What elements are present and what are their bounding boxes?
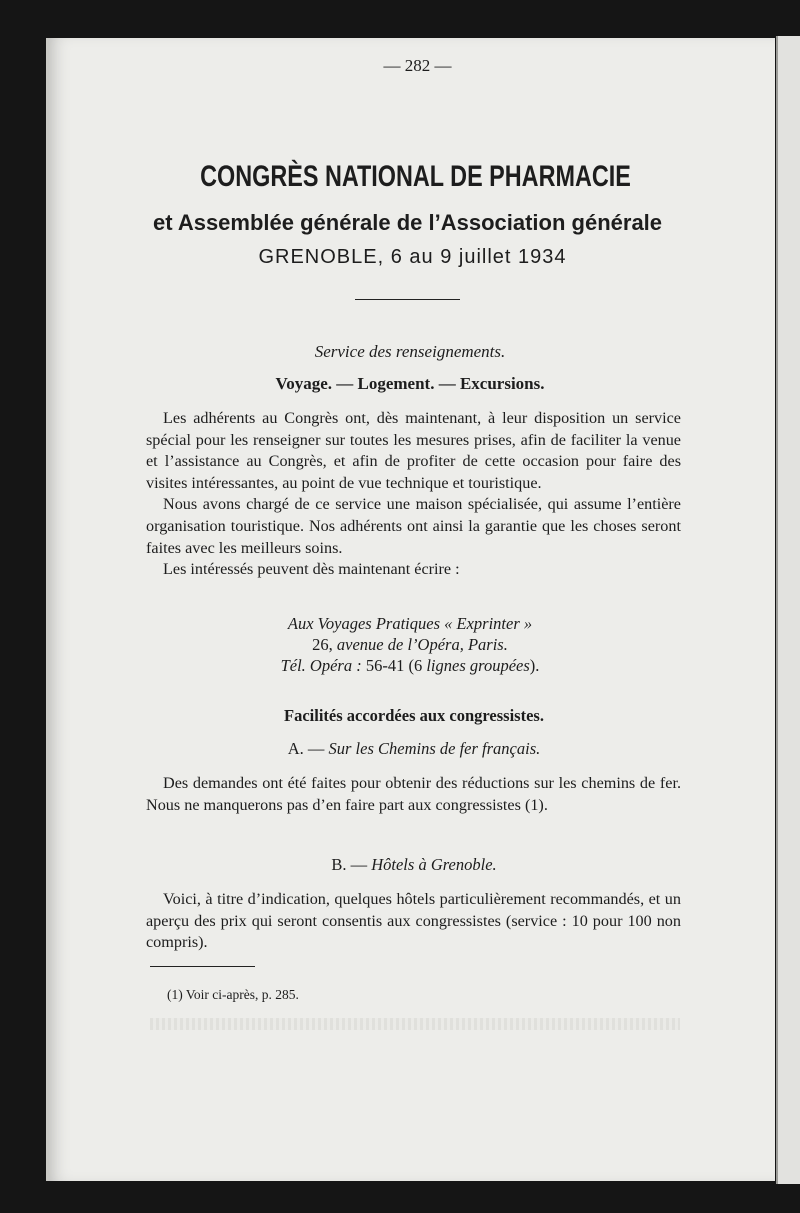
section-bold-heading: Voyage. — Logement. — Excursions.: [275, 374, 545, 393]
paragraph: Voici, à titre d’indication, quelques hôtels particulièrement recommandés, et un aperçu des prix qui seront consentis aux congressistes (service : 10 pour 100 non compris).: [146, 890, 681, 952]
paragraph: Les intéressés peuvent dès maintenant écrire :: [163, 560, 460, 579]
paragraph: Des demandes ont été faites pour obtenir des réductions sur les chemins de fer. Nous ne manquerons pas d’en faire part aux congressistes (1).: [146, 774, 681, 814]
print-bleed-through: [150, 1018, 680, 1030]
subsection-a-title: Sur les Chemins de fer français.: [328, 739, 541, 758]
intro-paragraphs: [146, 408, 681, 581]
subsection-a-heading: [0, 739, 800, 759]
place-date: GRENOBLE, 6 au 9 juillet 1934: [258, 246, 567, 268]
subsection-a-text: [146, 773, 681, 816]
subsection-a-prefix: A. —: [287, 739, 329, 758]
section-italic-heading: Service des renseignements.: [314, 342, 506, 361]
footnote: (1) Voir ci-après, p. 285.: [167, 987, 299, 1002]
phone-close: ).: [529, 656, 540, 675]
subsection-b-text: [146, 889, 681, 954]
congress-title: CONGRÈS NATIONAL DE PHARMACIE: [200, 160, 631, 193]
address-block: [0, 613, 800, 676]
title-divider: [355, 299, 460, 300]
subsection-b-prefix: B. —: [331, 855, 372, 874]
phone-note: lignes groupées: [426, 656, 530, 675]
paragraph: Nous avons chargé de ce service une maison spécialisée, qui assume l’entière organisation touristique. Nos adhérents ont ainsi la garantie que les choses seront faites avec les meilleurs soins.: [146, 495, 681, 557]
subsection-b-title: Hôtels à Grenoble.: [371, 855, 497, 874]
assembly-subtitle: et Assemblée générale de l’Association générale: [152, 210, 663, 235]
phone-number: 56-41 (6: [365, 656, 427, 675]
phone-label: Tél. Opéra :: [280, 656, 366, 675]
subsection-b-heading: [0, 855, 800, 875]
footnote-divider: [150, 966, 255, 967]
page-number: — 282 —: [383, 56, 452, 75]
address-line-1: Aux Voyages Pratiques « Exprinter »: [287, 614, 533, 633]
facilities-heading: Facilités accordées aux congressistes.: [284, 706, 544, 725]
address-line-2: [0, 634, 800, 655]
paragraph: Les adhérents au Congrès ont, dès maintenant, à leur disposition un service spécial pour les renseigner sur toutes les mesures prises, afin de faciliter la venue et l’assistance au Congrès, et afin de profiter de cette occasion pour faire des visites intéressantes, au point de vue technique et touristique.: [146, 409, 681, 492]
address-street: avenue de l’Opéra, Paris.: [336, 635, 508, 654]
address-number: 26,: [312, 635, 333, 654]
next-page-edge: [776, 36, 800, 1184]
address-line-3: [0, 655, 800, 676]
